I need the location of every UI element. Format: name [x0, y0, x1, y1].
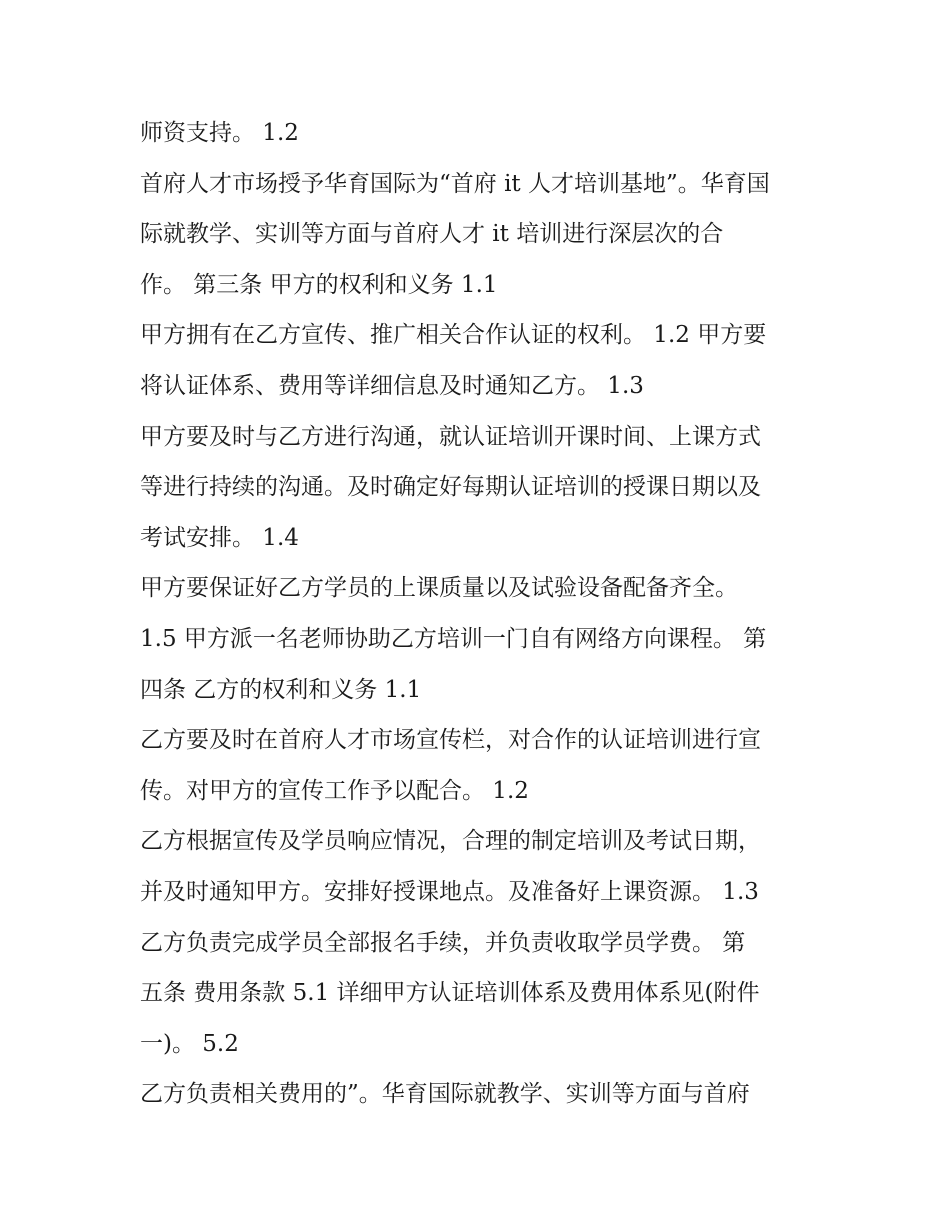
text-line: 甲方要保证好乙方学员的上课质量以及试验设备配备齐全。	[140, 575, 738, 602]
text-line: 将认证体系、费用等详细信息及时通知乙方。 1.3	[140, 372, 644, 399]
text-line: 甲方要及时与乙方进行沟通，就认证培训开课时间、上课方式	[140, 423, 761, 450]
text-line: 一)。 5.2	[140, 1030, 239, 1057]
document-body-text	[140, 108, 830, 1120]
text-line: 乙方负责完成学员全部报名手续，并负责收取学员学费。 第	[140, 929, 746, 956]
text-line: 作。 第三条 甲方的权利和义务 1.1	[140, 271, 498, 298]
text-line: 传。对甲方的宣传工作予以配合。 1.2	[140, 777, 529, 804]
text-line: 乙方要及时在首府人才市场宣传栏，对合作的认证培训进行宣	[140, 727, 761, 754]
text-line: 师资支持。 1.2	[140, 120, 299, 146]
text-line: 际就教学、实训等方面与首府人才 it 培训进行深层次的合	[140, 221, 724, 248]
text-line: 乙方负责相关费用的”。华育国际就教学、实训等方面与首府	[140, 1081, 750, 1108]
text-line: 首府人才市场授予华育国际为“首府 it 人才培训基地”。华育国	[140, 170, 770, 197]
text-line: 乙方根据宣传及学员响应情况，合理的制定培训及考试日期，	[140, 828, 761, 855]
text-line: 甲方拥有在乙方宣传、推广相关合作认证的权利。 1.2 甲方要	[140, 322, 767, 349]
text-line: 五条 费用条款 5.1 详细甲方认证培训体系及费用体系见(附件	[140, 980, 760, 1007]
text-line: 四条 乙方的权利和义务 1.1	[140, 676, 422, 703]
text-line: 等进行持续的沟通。及时确定好每期认证培训的授课日期以及	[140, 474, 761, 501]
text-line: 1.5 甲方派一名老师协助乙方培训一门自有网络方向课程。 第	[140, 625, 767, 652]
text-line: 并及时通知甲方。安排好授课地点。及准备好上课资源。 1.3	[140, 878, 759, 905]
text-line: 考试安排。 1.4	[140, 524, 299, 551]
